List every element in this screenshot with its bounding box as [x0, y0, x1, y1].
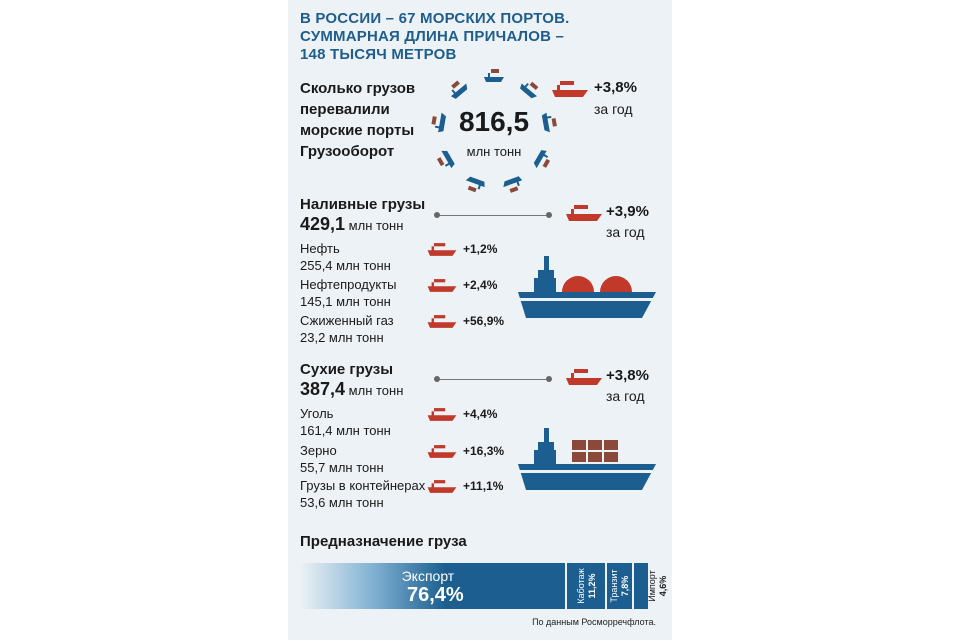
headline-line-2: СУММАРНАЯ ДЛИНА ПРИЧАЛОВ –: [300, 28, 565, 45]
containers-value: 53,6 млн тонн: [300, 495, 384, 510]
lng-label: Сжиженный газ: [300, 313, 394, 328]
liquid-total: [300, 214, 403, 235]
oil-label: Нефть: [300, 241, 340, 256]
liquid-value: 429,1: [300, 214, 346, 234]
question-line-4: Грузооборот: [300, 143, 395, 160]
liquid-connector-start: [434, 212, 440, 218]
grain-growth: +16,3%: [463, 444, 505, 458]
containers-label: Грузы в контейнерах: [300, 478, 426, 493]
question-line-2: перевалили: [300, 101, 390, 118]
grain-label: Зерно: [300, 443, 337, 458]
dry-connector-end: [546, 376, 552, 382]
lng-growth: +56,9%: [463, 314, 505, 328]
bar-value-1: 11,2%: [587, 573, 597, 599]
liquid-period: за год: [606, 224, 645, 240]
liquid-growth: +3,9%: [606, 203, 649, 220]
ship-growth-icon: [550, 80, 590, 98]
dry-value: 387,4: [300, 379, 346, 399]
dry-period: за год: [606, 388, 645, 404]
total-period: за год: [594, 101, 633, 117]
lng-value: 23,2 млн тонн: [300, 330, 384, 345]
liquid-connector-line: [438, 215, 548, 216]
liquid-connector-end: [546, 212, 552, 218]
dry-ship-growth-icon: [564, 368, 604, 386]
oil-products-value: 145,1 млн тонн: [300, 294, 391, 309]
coal-value: 161,4 млн тонн: [300, 423, 391, 438]
bar-label-1: Каботаж: [576, 568, 586, 604]
total-unit: млн тонн: [466, 144, 522, 159]
coal-growth: +4,4%: [463, 407, 498, 421]
dry-connector-line: [438, 379, 548, 380]
oil-growth: +1,2%: [463, 242, 498, 256]
coal-label: Уголь: [300, 406, 334, 421]
grain-value: 55,7 млн тонн: [300, 460, 384, 475]
turnover-question: [300, 78, 415, 162]
liquid-ship-growth-icon: [564, 204, 604, 222]
bar-label-0: Экспорт: [401, 568, 455, 584]
oil-ship-icon: [426, 242, 458, 257]
total-growth: +3,8%: [594, 79, 637, 96]
grain-ship-icon: [426, 444, 458, 459]
oil-value: 255,4 млн тонн: [300, 258, 391, 273]
dry-total: [300, 379, 403, 400]
source-note: По данным Росморречфлота.: [532, 617, 656, 627]
liquid-title: Наливные грузы: [300, 196, 426, 213]
tanker-ship-icon: [514, 254, 658, 320]
coal-ship-icon: [426, 407, 458, 422]
headline-line-1: В РОССИИ – 67 МОРСКИХ ПОРТОВ.: [300, 10, 570, 27]
question-line-3: морские порты: [300, 122, 415, 139]
headline-line-3: 148 ТЫСЯЧ МЕТРОВ: [300, 46, 457, 63]
infographic-panel: [288, 0, 672, 640]
cargo-ship-icon: [514, 426, 658, 492]
total-value: 816,5: [458, 106, 530, 137]
oil-products-growth: +2,4%: [463, 278, 498, 292]
bar-label-3: Импорт: [647, 570, 657, 602]
dry-unit: млн тонн: [348, 383, 404, 398]
liquid-unit: млн тонн: [348, 218, 404, 233]
dry-title: Сухие грузы: [300, 361, 394, 378]
bar-value-3: 4,6%: [658, 575, 668, 597]
lng-ship-icon: [426, 314, 458, 329]
containers-ship-icon: [426, 479, 458, 494]
question-line-1: Сколько грузов: [300, 80, 416, 97]
oil-products-label: Нефтепродукты: [300, 277, 397, 292]
headline: [300, 10, 569, 64]
oil-products-ship-icon: [426, 278, 458, 293]
dry-connector-start: [434, 376, 440, 382]
bar-value-0: 76,4%: [406, 584, 464, 606]
bar-value-2: 7,8%: [620, 575, 631, 597]
chart-title: Предназначение груза: [300, 533, 467, 550]
containers-growth: +11,1%: [463, 479, 504, 493]
bar-label-2: Транзит: [609, 569, 620, 603]
bar-segment-3: [634, 563, 648, 609]
dry-growth: +3,8%: [606, 367, 649, 384]
